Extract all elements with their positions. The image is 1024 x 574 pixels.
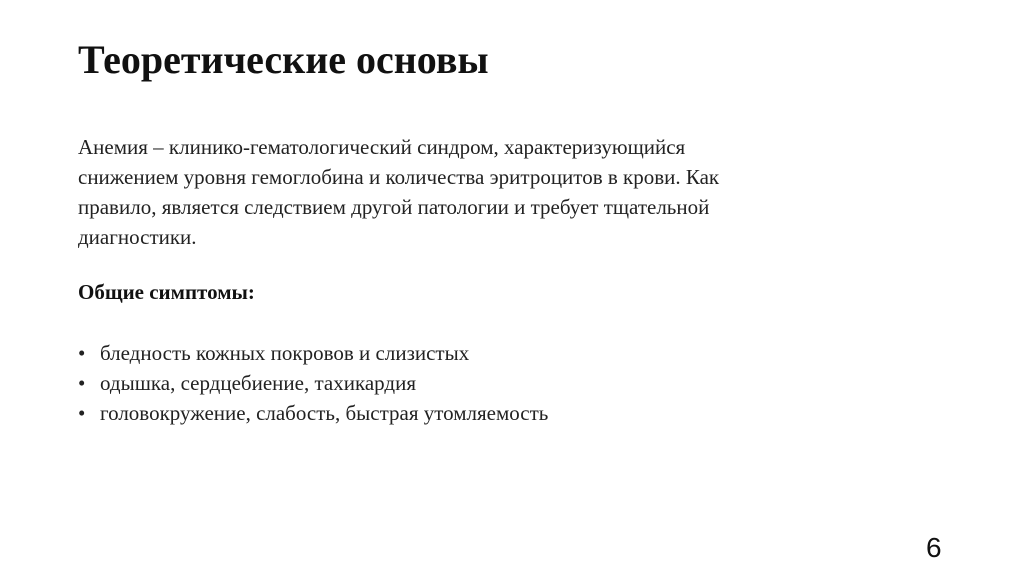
symptoms-list — [78, 338, 548, 428]
symptom-text: бледность кожных покровов и слизистых — [100, 341, 470, 365]
description-line: диагностики. — [78, 225, 197, 249]
bullet-icon: • — [78, 371, 86, 395]
bullet-icon: • — [78, 341, 86, 365]
symptom-text: одышка, сердцебиение, тахикардия — [100, 371, 416, 395]
symptom-item — [78, 368, 548, 398]
page-number: 6 — [926, 532, 942, 563]
slide-title: Теоретические основы — [78, 37, 489, 82]
description-paragraph — [78, 132, 898, 252]
description-line: правило, является следствием другой патологии и требует тщательной — [78, 195, 710, 219]
description-line: Анемия – клинико-гематологический синдром, характеризующийся — [78, 135, 686, 159]
symptom-text: головокружение, слабость, быстрая утомляемость — [100, 401, 549, 425]
symptoms-heading: Общие симптомы: — [78, 280, 255, 304]
bullet-icon: • — [78, 401, 86, 425]
symptom-item — [78, 338, 548, 368]
description-line: снижением уровня гемоглобина и количества эритроцитов в крови. Как — [78, 165, 720, 189]
symptom-item — [78, 398, 548, 428]
